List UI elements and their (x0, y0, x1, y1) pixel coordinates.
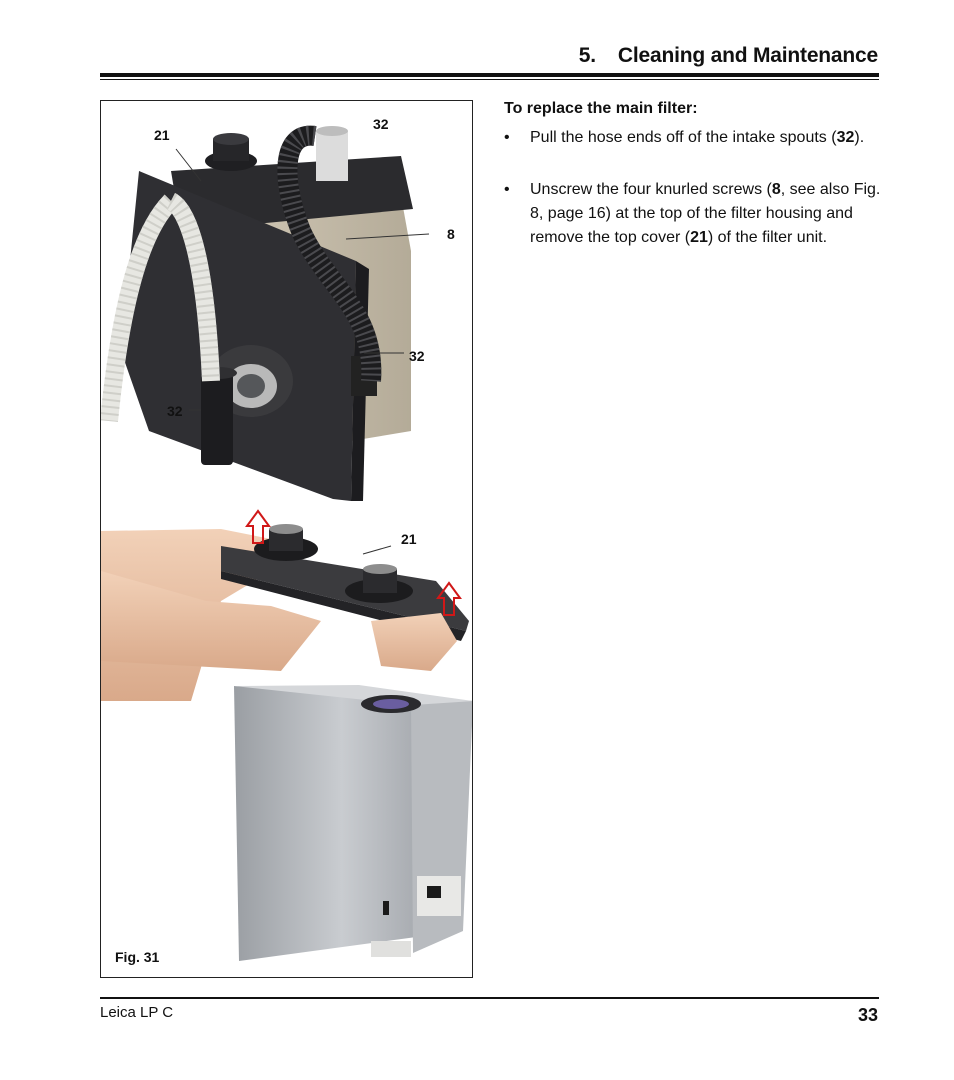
filter-unit-photo (101, 101, 473, 978)
footer-rule (100, 997, 879, 999)
step-text: Pull the hose ends off of the intake spouts ( (530, 129, 837, 146)
callout-21-bottom: 21 (401, 531, 417, 547)
callout-32-left: 32 (167, 403, 183, 419)
callout-32-top: 32 (373, 116, 389, 132)
reference-number: 32 (836, 129, 855, 146)
reference-number: 21 (690, 229, 708, 246)
step-text: ). (854, 129, 865, 146)
bullet: • (504, 181, 510, 198)
callout-8: 8 (447, 226, 455, 242)
procedure-steps (504, 126, 882, 278)
step-text: , see also Fig. 8, page 16) at the top of the filter housing and remove the top cover ( (530, 181, 881, 246)
callout-21-top: 21 (154, 127, 170, 143)
figure-31 (100, 100, 473, 978)
upper-photo (109, 126, 429, 554)
callout-32-right: 32 (409, 348, 425, 364)
procedure-heading: To replace the main filter: (504, 100, 698, 117)
page-number: 33 (857, 1005, 878, 1025)
figure-caption: Fig. 31 (115, 949, 160, 965)
header-rule-thick (100, 73, 879, 77)
section-title: Cleaning and Maintenance (617, 44, 878, 67)
reference-number: 8 (771, 181, 781, 198)
step-item (504, 178, 882, 250)
step-text: ) of the filter unit. (707, 229, 828, 246)
bullet: • (504, 129, 510, 146)
step-text: Unscrew the four knurled screws ( (530, 181, 772, 198)
lower-photo (101, 511, 473, 961)
product-name: Leica LP C (100, 1004, 174, 1021)
section-number: 5. (578, 44, 596, 67)
header-rule-thin (100, 79, 879, 80)
step-item (504, 126, 882, 150)
section-header (579, 44, 878, 68)
